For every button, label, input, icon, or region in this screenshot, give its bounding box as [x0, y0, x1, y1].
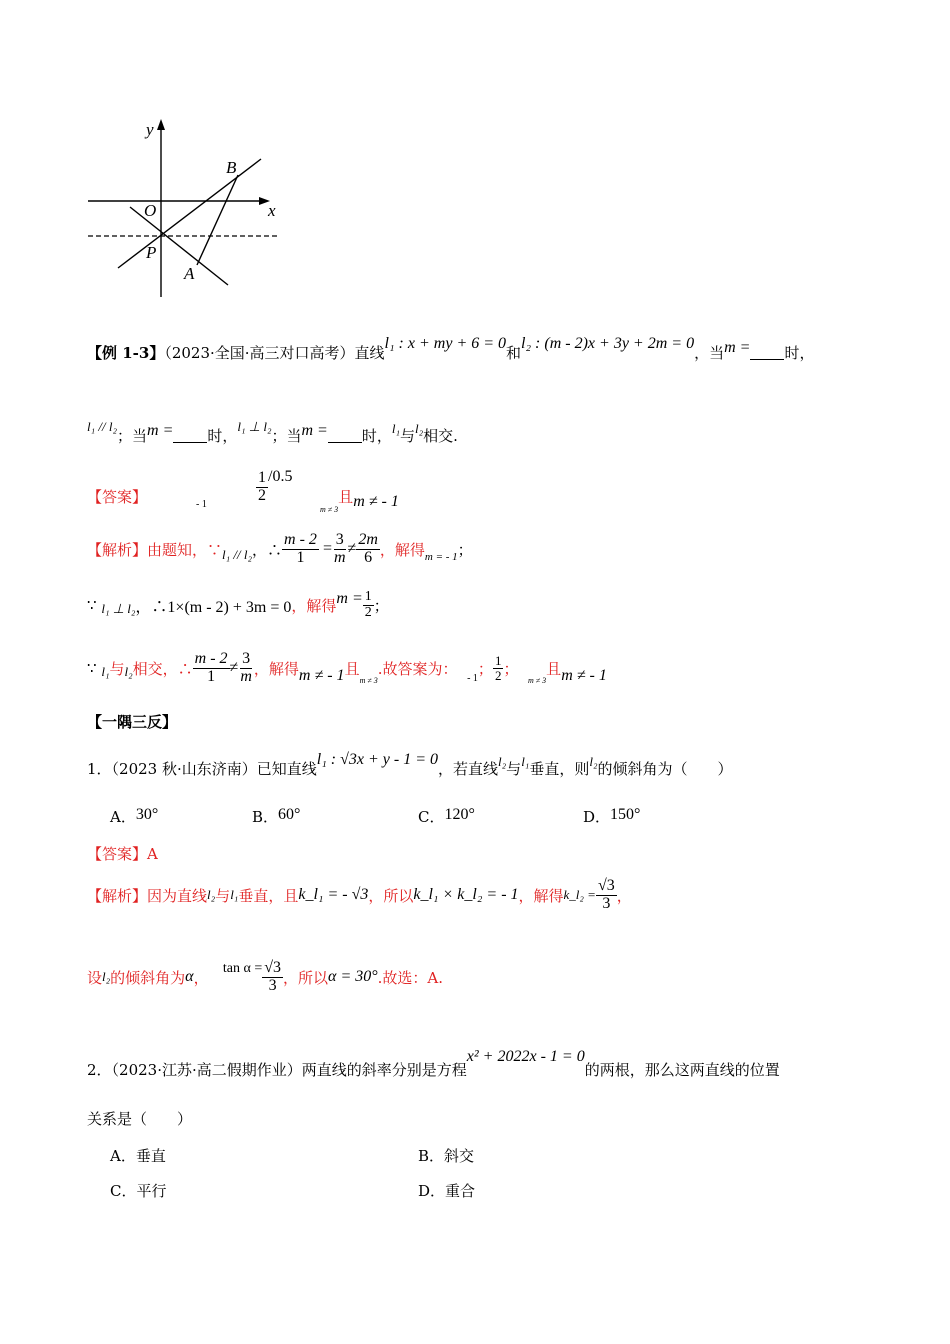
q1-answer	[87, 843, 158, 864]
q1-option-a-label: A．	[110, 808, 136, 826]
analysis-3-final: .故答案为：	[377, 659, 458, 678]
label-x: x	[268, 201, 276, 220]
q2-tail: 的两根，那么这两直线的位置	[584, 1061, 780, 1079]
q1-number: 1．	[87, 760, 112, 778]
q2-option-d-value: 重合	[445, 1182, 476, 1200]
answer-1-v3-b: m ≠ - 1	[353, 493, 399, 510]
q1-tan-num: √3	[264, 959, 282, 976]
q2-option-b-value: 斜交	[444, 1147, 475, 1165]
q2-option-a[interactable]	[110, 1145, 166, 1166]
analysis-3-solve: ，解得	[253, 659, 299, 678]
q1-analysis-tag: 【解析】	[87, 886, 148, 905]
example-source: （2023·全国·高三对口高考）直线	[164, 344, 385, 362]
perp-cond-2: l₁ ⊥ l₂	[101, 601, 136, 617]
l1-symbol: l₁	[391, 421, 401, 436]
l2-symbol: l₂	[415, 421, 424, 436]
q1-analysis-a: 因为直线	[147, 886, 208, 905]
segment-ab	[197, 175, 238, 265]
parallel-cond: l₁ // l₂	[87, 419, 117, 434]
answer-1-v3-and: 且	[338, 488, 354, 506]
q1-option-c[interactable]	[418, 806, 475, 827]
q1-analysis-l1: l₁	[230, 887, 239, 903]
q2-option-c-value: 平行	[136, 1182, 167, 1200]
with-3: 与	[109, 659, 125, 678]
q2-equation: x² + 2022x - 1 = 0	[466, 1048, 585, 1065]
q1-analysis-k2: k_l₂ =	[563, 887, 596, 903]
line-pb	[118, 159, 261, 268]
q1-analysis-line-2	[87, 960, 443, 995]
time-text-2: 时，	[207, 427, 238, 445]
final-ans-b-num: 1	[494, 653, 502, 669]
q1-option-a[interactable]	[110, 806, 158, 827]
analysis-2-solve: ，解得	[291, 596, 337, 615]
q2-option-d[interactable]	[418, 1180, 475, 1201]
q1-option-b-value: 60°	[278, 806, 301, 823]
frac-1	[282, 532, 319, 567]
neq-sign-2: ≠	[229, 659, 239, 677]
q1-analysis-so2: ，所以	[283, 968, 329, 987]
example-tag: 【例 1-3】	[87, 344, 165, 362]
q1-option-b-label: B．	[252, 808, 279, 826]
q2-option-a-label: A．	[110, 1147, 136, 1165]
q1-equation: l₁ : √3x + y - 1 = 0	[316, 751, 439, 768]
analysis-1-result: m = - 1	[424, 551, 458, 564]
perp-cond: l₁ ⊥ l₂	[237, 419, 272, 434]
analysis-1-solve: ，解得	[379, 540, 425, 559]
frac-4-den: 1	[207, 667, 216, 685]
q1-end: 的倾斜角为（ ）	[597, 760, 733, 778]
q1-analysis-choose: .故选：A.	[377, 968, 444, 987]
intersect-3: 相交，∴	[132, 659, 193, 678]
q1-analysis-set-l2: l₂	[102, 969, 111, 985]
label-o: O	[144, 201, 157, 220]
q1-option-d-value: 150°	[610, 806, 641, 823]
q1-analysis-alpha: α	[185, 968, 194, 986]
q1-k2-den: 3	[602, 894, 611, 912]
blank-1	[750, 345, 784, 360]
y-axis-arrow	[157, 119, 165, 130]
q1-l2b: l₂	[589, 754, 598, 769]
answer-1-v2-alt: /0.5	[268, 468, 293, 486]
final-ans-c-and: 且	[546, 659, 562, 678]
example-line-2	[87, 419, 458, 446]
q1-analysis-l2: l₂	[207, 887, 216, 903]
when-text-1: ，当	[694, 344, 725, 362]
final-ans-b	[493, 654, 504, 682]
answer-1-v3	[320, 488, 399, 514]
analysis-1-line-1	[87, 532, 473, 567]
answer-1-v2-den: 2	[258, 486, 266, 504]
analysis-2-m: m =	[336, 590, 363, 608]
q1-analysis-with: 与	[215, 886, 231, 905]
q1-option-c-label: C．	[418, 808, 445, 826]
analysis-1-tag: 【解析】	[87, 540, 148, 559]
when-text-2: ；当	[117, 427, 148, 445]
q1-tan-frac	[262, 960, 283, 995]
final-sep-2: ；	[503, 659, 519, 678]
blank-2	[173, 428, 207, 443]
analysis-3-r2: m ≠ 3	[359, 675, 378, 685]
analysis-1-line-2	[87, 590, 389, 620]
frac-4-num: m - 2	[194, 650, 228, 667]
analysis-1-therefore: ，∴	[252, 540, 283, 559]
analysis-1-line-3	[87, 651, 607, 686]
analysis-3-and: 且	[344, 659, 360, 678]
frac-3	[356, 532, 380, 567]
label-p: P	[146, 243, 157, 262]
l1-3: l₁	[101, 664, 110, 680]
q1-l2: l₂	[498, 754, 507, 769]
q2-source: （2023·江苏·高二假期作业）两直线的斜率分别是方程	[111, 1061, 467, 1079]
frac-1-num: m - 2	[284, 531, 317, 548]
final-ans-c2: m ≠ - 1	[561, 667, 607, 685]
q1-option-c-value: 120°	[444, 806, 475, 823]
time-text-3: 时，	[361, 427, 392, 445]
frac-4	[193, 651, 230, 686]
q2-line-2: 关系是（ ）	[87, 1110, 193, 1128]
because-3: ∵	[87, 659, 97, 678]
q2-option-b-label: B．	[418, 1147, 445, 1165]
frac-5-den: m	[240, 667, 252, 685]
q2-option-c-label: C．	[110, 1182, 137, 1200]
q1-with: 与	[506, 760, 522, 778]
and-text: 和	[506, 344, 522, 362]
frac-5-num: 3	[242, 650, 251, 667]
analysis-2-end: ；	[373, 596, 389, 615]
q1-analysis-prod: k_l₁ × k_l₂ = - 1	[413, 886, 519, 904]
answer-1-tag: 【答案】	[87, 488, 148, 506]
q2-option-d-label: D．	[418, 1182, 446, 1200]
with-text: 与	[400, 427, 416, 445]
q1-option-a-value: 30°	[135, 806, 159, 823]
frac-2-den: m	[333, 548, 346, 566]
frac-2	[332, 532, 348, 567]
frac-half-den: 2	[364, 604, 372, 620]
q1-k2-frac	[596, 878, 617, 913]
frac-half	[363, 590, 374, 620]
frac-half-num: 1	[364, 589, 372, 604]
final-ans-a: - 1	[467, 672, 478, 684]
q1-analysis-comma2: ，	[193, 968, 209, 987]
answer-1-v3-a: m ≠ 3	[320, 505, 339, 514]
q1-analysis-perp: 垂直，且	[238, 886, 299, 905]
q1-tan-den: 3	[268, 976, 277, 994]
q2-option-b[interactable]	[418, 1145, 474, 1166]
analysis-3-r1: m ≠ - 1	[298, 667, 345, 685]
q2-number: 2．	[87, 1061, 112, 1079]
frac-1-den: 1	[296, 548, 305, 566]
label-y: y	[146, 120, 154, 139]
q1-analysis-tan: tan α =	[222, 961, 263, 977]
m-equals-3: m =	[301, 422, 328, 439]
q1-analysis-result: α = 30°	[328, 968, 378, 986]
q1-k2-num: √3	[597, 877, 615, 894]
q1-analysis-solve: ，解得	[518, 886, 564, 905]
frac-2-num: 3	[335, 531, 344, 548]
q1-analysis-so: ，所以	[368, 886, 414, 905]
m-equals-2: m =	[147, 422, 174, 439]
answer-1-v1: - 1	[196, 499, 207, 510]
perp-equation: ，∴1×(m - 2) + 3m = 0	[135, 598, 292, 616]
q2-line-1	[87, 1048, 780, 1080]
m-equals-1: m =	[724, 339, 751, 356]
example-line-1	[87, 335, 815, 363]
analysis-1-cond: l₁ // l₂	[222, 547, 253, 563]
neq-sign-1: ≠	[347, 540, 357, 558]
q1-perp: 垂直，则	[529, 760, 590, 778]
l2-equation: l₂ : (m - 2)x + 3y + 2m = 0	[521, 335, 695, 352]
q1-option-d-label: D．	[583, 808, 611, 826]
frac-5	[238, 651, 254, 686]
q1-analysis-line-1	[87, 878, 632, 913]
eq-sign-1: =	[318, 540, 332, 558]
q1-option-b[interactable]	[252, 806, 300, 827]
q1-option-d[interactable]	[583, 806, 640, 827]
because-2: ∵	[87, 596, 97, 615]
l1-equation: l₁ : x + my + 6 = 0	[384, 335, 507, 352]
q1-answer-value: A	[147, 845, 158, 863]
answer-1-v2-num: 1	[258, 469, 266, 486]
answer-1-v2	[256, 470, 292, 505]
final-ans-b-den: 2	[494, 667, 502, 683]
q2-option-c[interactable]	[110, 1180, 167, 1201]
label-b: B	[226, 158, 237, 177]
when-text-3: ；当	[271, 427, 302, 445]
frac-3-den: 6	[364, 548, 373, 566]
q2-option-a-value: 垂直	[135, 1147, 166, 1165]
q1-l1: l₁	[521, 754, 530, 769]
frac-3-num: 2m	[358, 531, 378, 548]
blank-3	[328, 428, 362, 443]
q1-answer-tag: 【答案】	[87, 845, 148, 863]
final-sep-1: ；	[477, 659, 493, 678]
analysis-1-text: 由题知，∵	[147, 540, 223, 559]
coordinate-figure	[80, 115, 300, 305]
analysis-1-end: ；	[457, 540, 473, 559]
q1-mid: ，若直线	[438, 760, 499, 778]
intersect-text: 相交.	[423, 427, 458, 445]
q1-analysis-comma: ，	[616, 886, 632, 905]
answer-1-v2-frac	[256, 470, 268, 505]
q1-source: （2023 秋·山东济南）已知直线	[111, 760, 317, 778]
label-a: A	[184, 264, 195, 283]
q1-analysis-k1: k_l₁ = - √3	[298, 886, 369, 904]
section-title: 【一隅三反】	[87, 713, 178, 731]
final-ans-c1: m ≠ 3	[528, 675, 547, 685]
q1-analysis-set: 设	[87, 968, 103, 987]
q1-analysis-angle: 的倾斜角为	[110, 968, 186, 987]
l2-3: l₂	[124, 664, 133, 680]
time-text-1: 时，	[784, 344, 815, 362]
q1-line	[87, 751, 733, 779]
